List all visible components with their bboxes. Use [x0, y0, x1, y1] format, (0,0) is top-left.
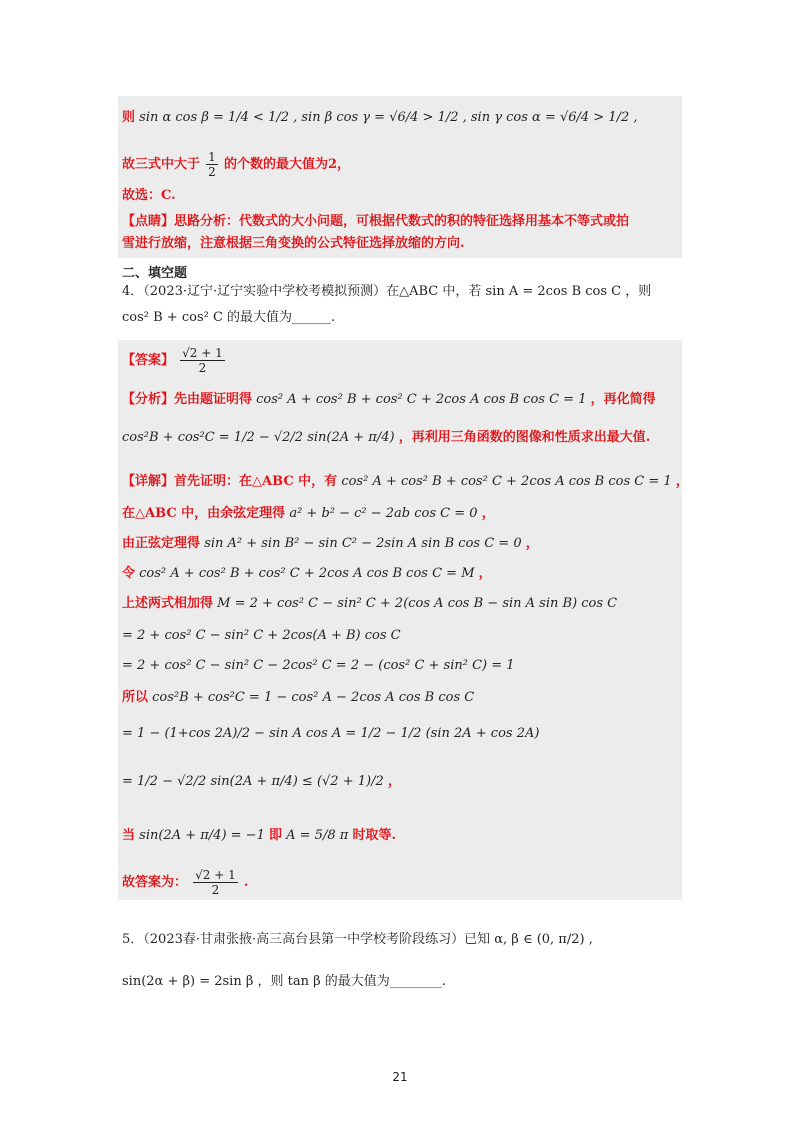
detail-line-11: 当 sin(2A + π/4) = −1 即 A = 5/8 π 时取等.: [122, 828, 396, 843]
math-inequalities: sin α cos β = 1/4 < 1/2 , sin β cos γ = √6/4 > 1/2 , sin γ cos α = √6/4 > 1/2 ,: [139, 110, 638, 125]
fraction-half: $\frac{1}{2}$: [208, 150, 216, 179]
detail-line-1: 【详解】首先证明：在△ABC 中，有 cos² A + cos² B + cos² C + 2cos A cos B cos C = 1 ，: [122, 474, 689, 489]
solution-line-3: 故选：C.: [122, 188, 176, 203]
detail-line-3: 由正弦定理得 sin A² + sin B² − sin C² − 2sin A sin B cos C = 0 ，: [122, 536, 539, 551]
solution-line-2: 故三式中大于 $\frac{1}{2}$ 的个数的最大值为2，: [122, 150, 350, 179]
answer-line: 【答案】 $\frac{√2 + 1}{2}$: [122, 346, 223, 375]
question-5-line-2: sin(2α + β) = 2sin β ，则 tan β 的最大值为________.: [122, 974, 446, 989]
detail-line-8: 所以 cos²B + cos²C = 1 − cos² A − 2cos A cos B cos C: [122, 690, 475, 705]
question-4-line-1: 4．（2023·辽宁·辽宁实验中学校考模拟预测）在△ABC 中，若 sin A = 2cos B cos C ，则: [122, 284, 652, 299]
final-answer-fraction: $\frac{√2 + 1}{2}$: [195, 868, 236, 897]
solution-box-answer: [118, 340, 682, 900]
analysis-line-2: cos²B + cos²C = 1/2 − √2/2 sin(2A + π/4) ，再利用三角函数的图像和性质求出最大值.: [122, 430, 651, 445]
detail-line-10: = 1/2 − √2/2 sin(2A + π/4) ≤ (√2 + 1)/2 ，: [122, 774, 401, 789]
solution-line-5: 雪进行放缩，注意根据三角变换的公式特征选择放缩的方向.: [122, 236, 465, 251]
detail-line-6: = 2 + cos² C − sin² C + 2cos(A + B) cos C: [122, 628, 401, 643]
section-title: 二、填空题: [122, 266, 188, 281]
detail-line-2: 在△ABC 中，由余弦定理得 a² + b² − c² − 2ab cos C = 0 ，: [122, 506, 495, 521]
answer-fraction: $\frac{√2 + 1}{2}$: [182, 346, 223, 375]
solution-line-4: 【点睛】思路分析：代数式的大小问题，可根据代数式的积的特征选择用基本不等式或拍: [122, 214, 630, 229]
solution-line-1: 则 sin α cos β = 1/4 < 1/2 , sin β cos γ = √6/4 > 1/2 , sin γ cos α = √6/4 > 1/2 ,: [122, 110, 638, 125]
question-5-line-1: 5．（2023春·甘肃张掖·高三高台县第一中学校考阶段练习）已知 α, β ∈ (0, π/2) ,: [122, 932, 593, 947]
detail-line-4: 令 cos² A + cos² B + cos² C + 2cos A cos B cos C = M ，: [122, 566, 492, 581]
detail-line-7: = 2 + cos² C − sin² C − 2cos² C = 2 − (cos² C + sin² C) = 1: [122, 658, 515, 673]
detail-line-12: 故答案为： $\frac{√2 + 1}{2}$ .: [122, 868, 249, 897]
detail-line-5: 上述两式相加得 M = 2 + cos² C − sin² C + 2(cos A cos B − sin A sin B) cos C: [122, 596, 618, 611]
detail-line-9: = 1 − (1+cos 2A)/2 − sin A cos A = 1/2 − 1/2 (sin 2A + cos 2A): [122, 726, 540, 741]
question-4-line-2: cos² B + cos² C 的最大值为______.: [122, 310, 336, 325]
page-number: 21: [392, 1070, 408, 1084]
analysis-line-1: 【分析】先由题证明得 cos² A + cos² B + cos² C + 2cos A cos B cos C = 1 ，再化简得: [122, 392, 656, 407]
